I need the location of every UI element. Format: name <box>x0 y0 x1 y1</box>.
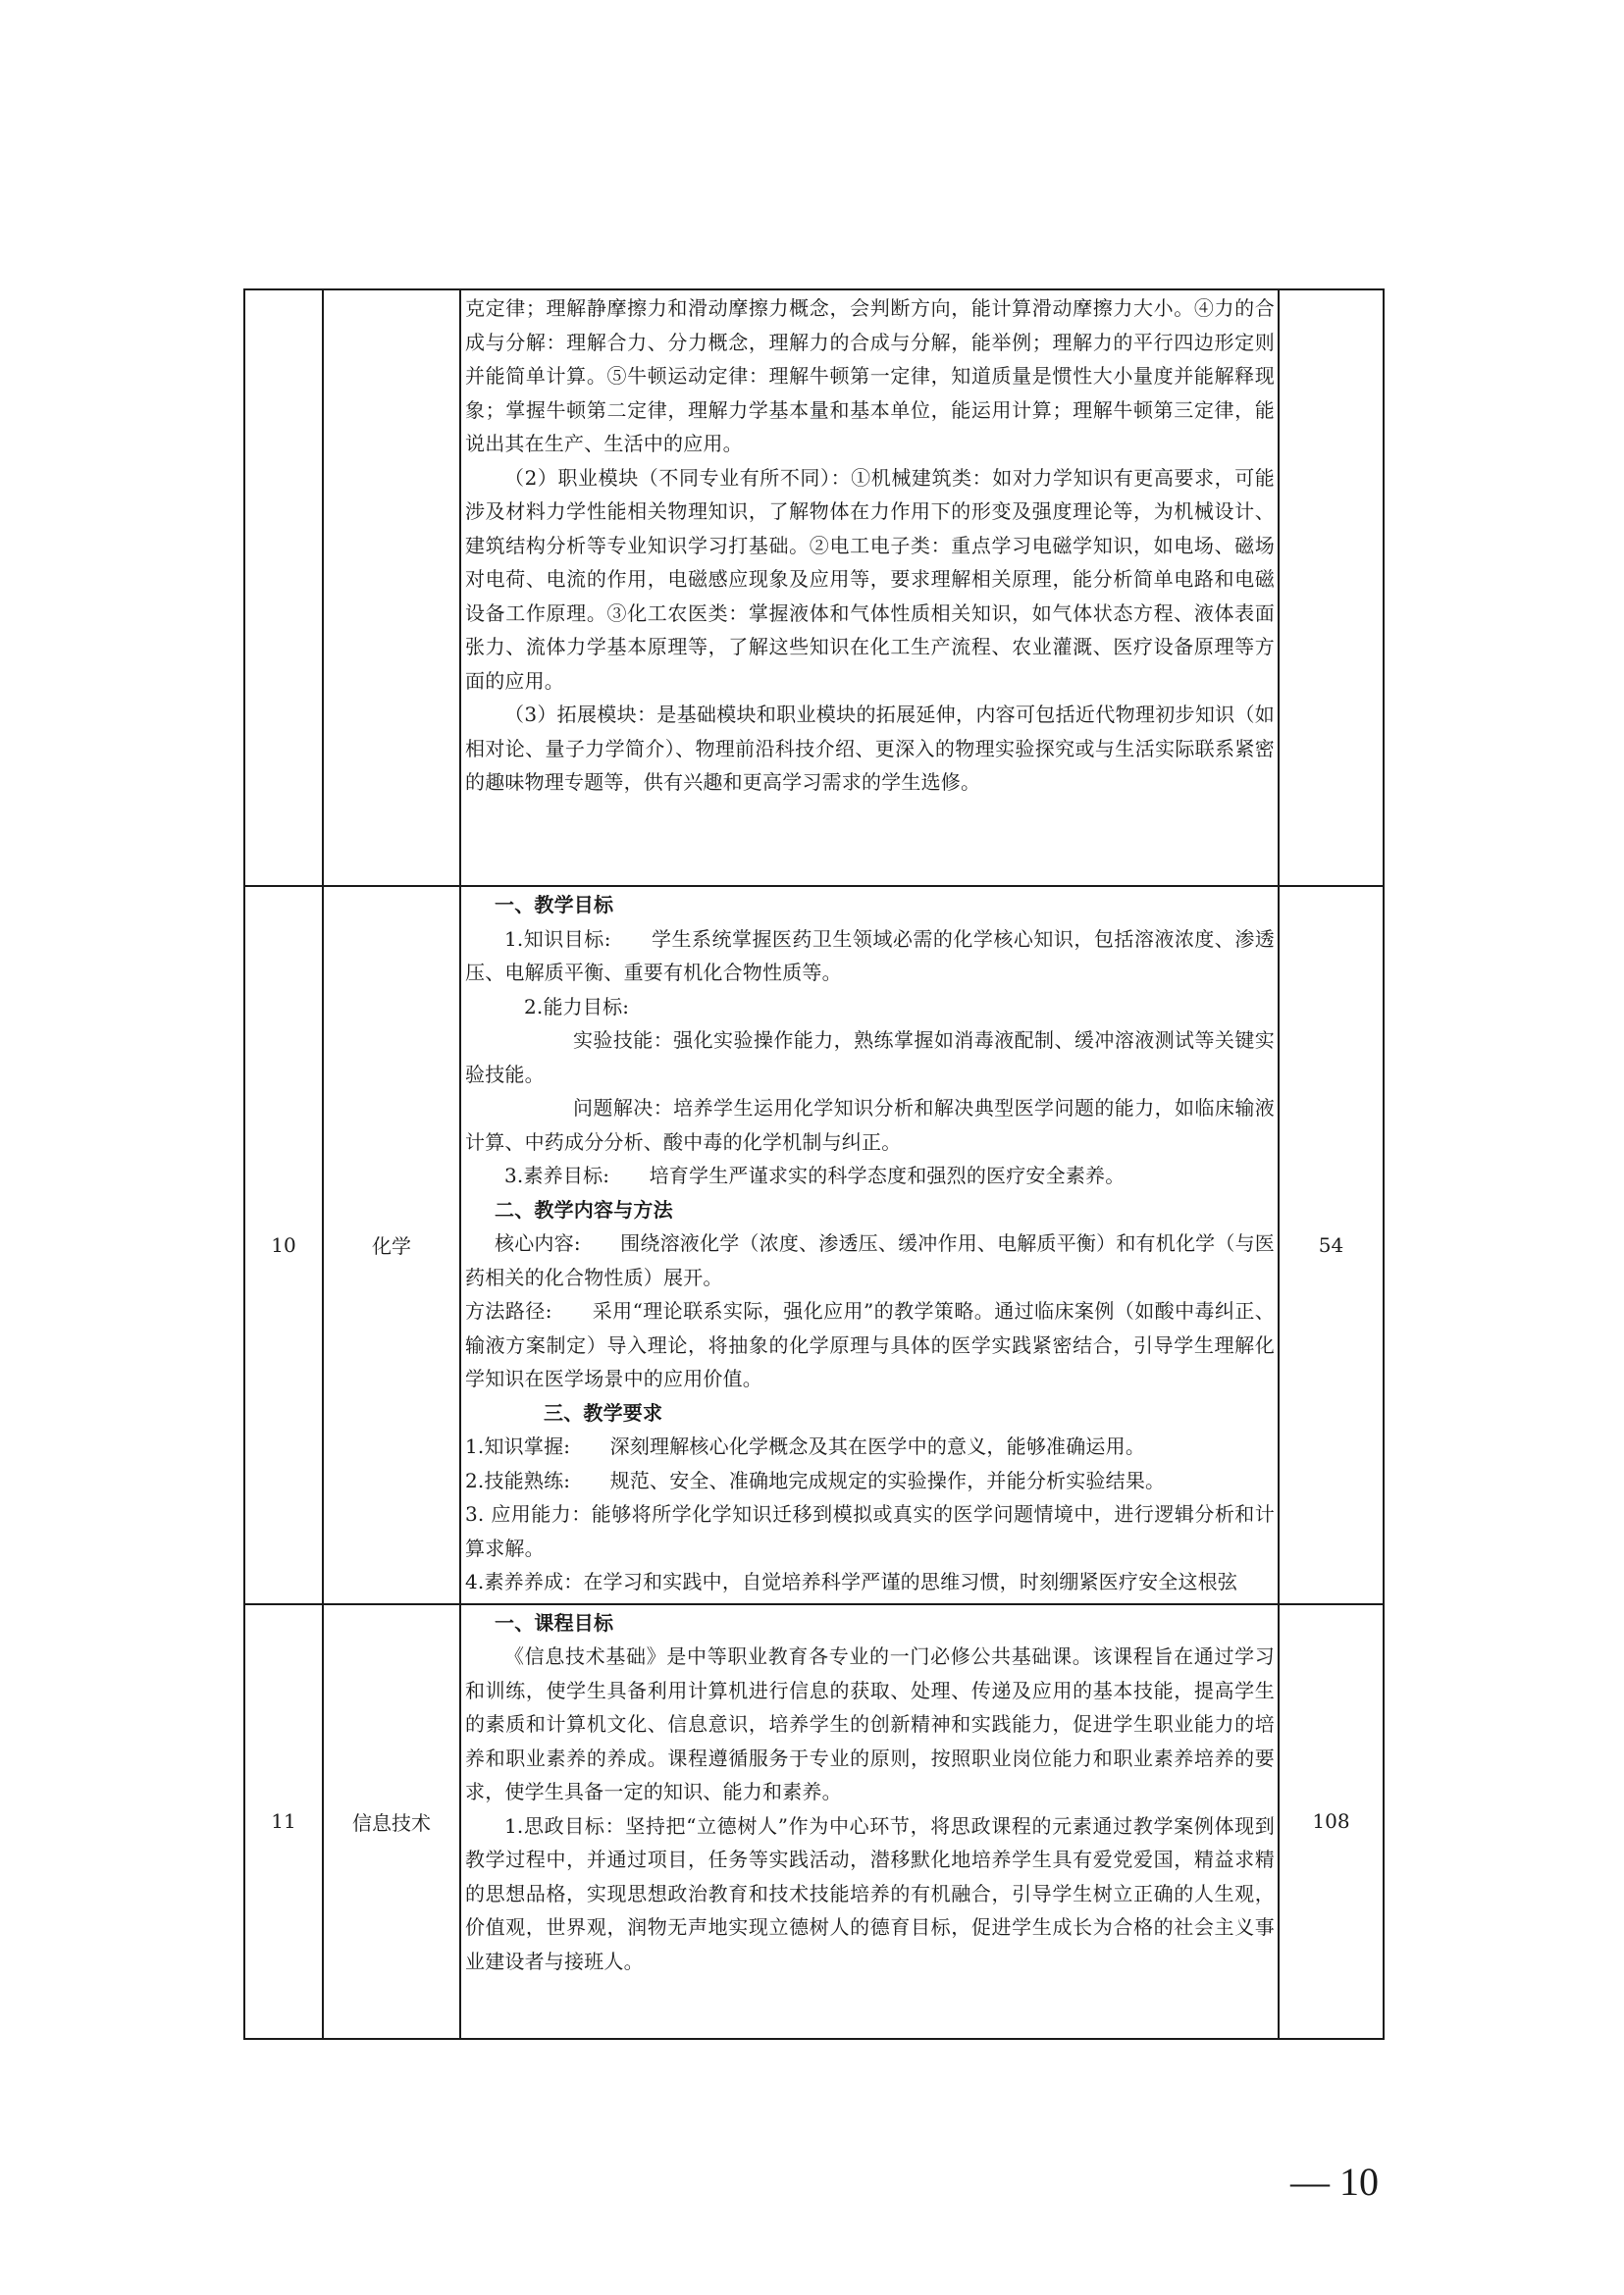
table-row <box>244 1604 1384 2039</box>
content-paragraph: （2）职业模块（不同专业有所不同）：①机械建筑类：如对力学知识有更高要求，可能涉及材料力学性能相关物理知识，了解物体在力作用下的形变及强度理论等，为机械设计、建筑结构分析等专业知识学习打基础。②电工电子类：重点学习电磁学知识，如电场、磁场对电荷、电流的作用，电磁感应现象及应用等，要求理解相关原理，能分析简单电路和电磁设备工作原理。③化工农医类：掌握液体和气体性质相关知识，如气体状态方程、液体表面张力、流体力学基本原理等，了解这些知识在化工生产流程、农业灌溉、医疗设备原理等方面的应用。 <box>465 465 1275 693</box>
content-paragraph: 1.知识目标: 学生系统掌握医药卫生领域必需的化学核心知识，包括溶液浓度、渗透压、电解质平衡、重要有机化合物性质等。 <box>465 926 1275 984</box>
content-paragraph: 《信息技术基础》是中等职业教育各专业的一门必修公共基础课。该课程旨在通过学习和训练，使学生具备利用计算机进行信息的获取、处理、传递及应用的基本技能，提高学生的素质和计算机文化、信息意识，培养学生的创新精神和实践能力，促进学生职业能力的培养和职业素养的养成。课程遵循服务于专业的原则，按照职业岗位能力和职业素养培养的要求，使学生具备一定的知识、能力和素养。 <box>465 1644 1275 1803</box>
course-table <box>243 288 1385 2040</box>
content-paragraph: （3）拓展模块：是基础模块和职业模块的拓展延伸，内容可包括近代物理初步知识（如相对论、量子力学简介）、物理前沿科技介绍、更深入的物理实验探究或与生活实际联系紧密的趣味物理专题等，供有兴趣和更高学习需求的学生选修。 <box>465 703 1275 794</box>
content-paragraph: 2.技能熟练: 规范、安全、准确地完成规定的实验操作，并能分析实验结果。 <box>465 1468 1166 1492</box>
content-paragraph: 实验技能：强化实验操作能力，熟练掌握如消毒液配制、缓冲溶液测试等关键实验技能。 <box>465 1028 1275 1086</box>
course-name: 化学 <box>323 886 460 1604</box>
section-heading: 一、教学目标 <box>495 893 614 916</box>
table-row <box>244 886 1384 1604</box>
course-content <box>460 886 1279 1604</box>
content-paragraph: 克定律；理解静摩擦力和滑动摩擦力概念，会判断方向，能计算滑动摩擦力大小。④力的合成与分解：理解合力、分力概念，理解力的合成与分解，能举例；理解力的平行四边形定则并能简单计算。⑤牛顿运动定律：理解牛顿第一定律，知道质量是惯性大小量度并能解释现象；掌握牛顿第二定律，理解力学基本量和基本单位，能运用计算；理解牛顿第三定律，能说出其在生产、生活中的应用。 <box>465 296 1275 455</box>
content-paragraph: 问题解决：培养学生运用化学知识分析和解决典型医学问题的能力，如临床输液计算、中药成分分析、酸中毒的化学机制与纠正。 <box>465 1096 1275 1154</box>
course-name: 信息技术 <box>323 1604 460 2039</box>
course-content <box>460 1604 1279 2039</box>
section-heading: 二、教学内容与方法 <box>495 1197 673 1222</box>
section-heading: 一、课程目标 <box>495 1610 614 1635</box>
content-paragraph: 1.思政目标：坚持把“立德树人”作为中心环节，将思政课程的元素通过教学案例体现到教学过程中，并通过项目，任务等实践活动，潜移默化地培养学生具有爱党爱国，精益求精的思想品格，实现思想政治教育和技术技能培养的有机融合，引导学生树立正确的人生观，价值观，世界观，润物无声地实现立德树人的德育目标，促进学生成长为合格的社会主义事业建设者与接班人。 <box>465 1813 1275 1973</box>
content-paragraph: 3.素养目标: 培育学生严谨求实的科学态度和强烈的医疗安全素养。 <box>504 1164 1126 1187</box>
content-paragraph: 4.素养养成：在学习和实践中，自觉培养科学严谨的思维习惯，时刻绷紧医疗安全这根弦 <box>465 1570 1238 1593</box>
course-hours: 54 <box>1279 886 1384 1604</box>
course-content <box>460 289 1279 886</box>
course-hours <box>1279 289 1384 886</box>
course-number: 11 <box>244 1604 323 2039</box>
table-row <box>244 289 1384 886</box>
section-heading: 三、教学要求 <box>544 1400 663 1425</box>
content-paragraph: 3. 应用能力：能够将所学化学知识迁移到模拟或真实的医学问题情境中，进行逻辑分析和计算求解。 <box>465 1502 1275 1560</box>
course-number: 10 <box>244 886 323 1604</box>
page-number: — 10 <box>1290 2160 1379 2204</box>
course-name <box>323 289 460 886</box>
content-paragraph: 2.能力目标: <box>524 994 630 1018</box>
course-hours: 108 <box>1279 1604 1384 2039</box>
content-paragraph: 核心内容: 围绕溶液化学（浓度、渗透压、缓冲作用、电解质平衡）和有机化学（与医药相关的化合物性质）展开。 <box>465 1231 1275 1289</box>
content-paragraph: 方法路径: 采用“理论联系实际，强化应用”的教学策略。通过临床案例（如酸中毒纠正、输液方案制定）导入理论，将抽象的化学原理与具体的医学实践紧密结合，引导学生理解化学知识在医学场景中的应用价值。 <box>465 1299 1275 1390</box>
content-paragraph: 1.知识掌握: 深刻理解核心化学概念及其在医学中的意义，能够准确运用。 <box>465 1434 1146 1458</box>
course-number <box>244 289 323 886</box>
